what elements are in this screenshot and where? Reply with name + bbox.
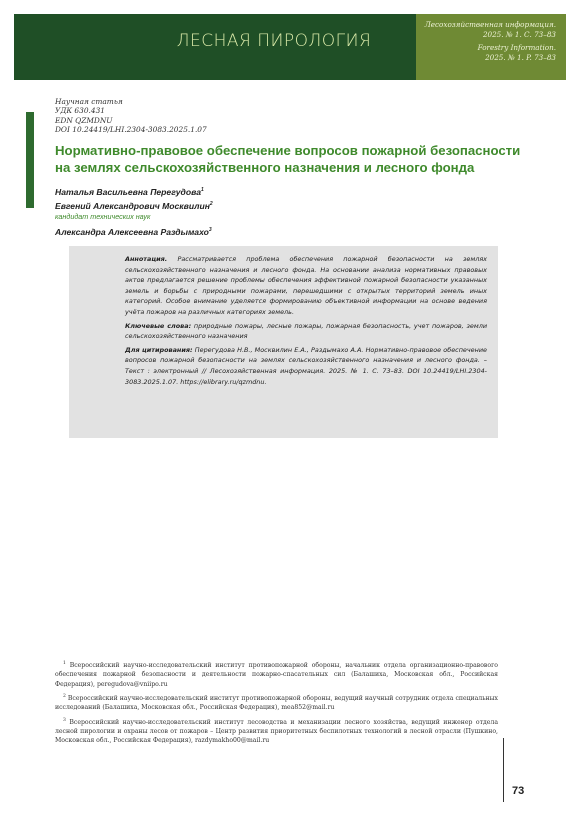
author-1-sup: 1 (200, 187, 204, 193)
article-title-line2: на землях сельскохозяйственного назначения и лесного фонда (55, 160, 475, 175)
citation-paragraph (125, 345, 487, 387)
journal-info-en (416, 43, 556, 62)
page-number: 73 (512, 785, 525, 797)
author-3 (55, 224, 535, 238)
edn-code: EDN QZMDNU (55, 115, 113, 125)
article-title (55, 142, 525, 176)
footnotes (55, 659, 498, 749)
journal-header (14, 14, 566, 80)
footnote-2 (55, 692, 498, 713)
journal-en-line2: 2025. № 1. P. 73–83 (485, 52, 556, 62)
author-3-name: Александра Алексеевна Раздымахо (55, 226, 209, 237)
footnote-3-text: Всероссийский научно-исследовательский институт лесоводства и механизации лесного хозяйства, ведущий инженер отдела лесной пирологии и охраны лесов от пожаров – Центр развития приоритетных беспилотных технологий в лесной отрасли (Пушкино, Московская обл., Российская Федерация), razdymakho00@mail.ru (55, 718, 498, 745)
header-left-panel (14, 14, 416, 80)
abstract-label: Аннотация. (125, 255, 168, 263)
authors-block (55, 184, 535, 238)
footnote-3 (55, 716, 498, 746)
footnote-1 (55, 659, 498, 689)
section-title: ЛЕСНАЯ ПИРОЛОГИЯ (176, 31, 372, 51)
title-accent-bar (26, 112, 34, 208)
footnote-2-sup: 2 (63, 693, 66, 699)
author-2 (55, 198, 535, 212)
journal-ru-line2: 2025. № 1. С. 73–83 (482, 29, 556, 39)
doi-code: DOI 10.24419/LHI.2304-3083.2025.1.07 (55, 125, 207, 135)
footnote-2-text: Всероссийский научно-исследовательский институт противопожарной обороны, ведущий научный сотрудник отдела специальных исследований (Балашиха, Московская обл., Российская Федерация), mea852@mail.ru (55, 694, 498, 712)
header-right-panel (416, 14, 566, 80)
keywords-text: природные пожары, лесные пожары, пожарная безопасность, учет пожаров, земли сельскохозяйственного назначения (125, 321, 488, 341)
abstract-paragraph (125, 254, 487, 318)
journal-ru-line1: Лесохозяйственная информация. (424, 20, 556, 29)
author-3-sup: 3 (208, 226, 212, 233)
abstract-content (125, 254, 487, 390)
article-title-line1: Нормативно-правовое обеспечение вопросов пожарной безопасности (55, 143, 521, 158)
article-type: Научная статья (55, 97, 123, 106)
journal-info-ru (416, 20, 556, 39)
abstract-box (69, 246, 498, 438)
footnote-1-sup: 1 (63, 661, 66, 666)
page-number-rule (503, 738, 504, 802)
citation-text: Перегудова Н.В., Москвилин Е.А., Раздымахо А.А. Нормативно-правовое обеспечение вопросов пожарной безопасности на землях сельскохозяйственного назначения и лесного фонда. – Текст : электронный // Лесохозяйственная информация. 2025. № 1. С. 73–83. DOI 10.24419/LHI.2304-3083.2025.1.07. https://elibrary.ru/qzmdnu. (125, 345, 487, 386)
abstract-text: Рассматривается проблема обеспечения пожарной безопасности на землях сельскохозяйственного назначения и лесного фонда. На основании анализа нормативных правовых актов предлагается решение проблемы обеспечения эффективной пожарной безопасности указанных земель и борьбы с природными пожарами, перешедшими с открытых территорий земель иных категорий. Особое внимание уделяется формированию объективной информации на основе ведения учёта пожаров на различных категориях земель. (125, 255, 487, 316)
keywords-label: Ключевые слова: (125, 321, 192, 330)
citation-label: Для цитирования: (125, 345, 193, 354)
article-meta (55, 97, 207, 135)
author-2-degree: кандидат технических наук (55, 211, 151, 221)
author-2-name: Евгений Александрович Москвилин (55, 200, 210, 211)
author-2-sup: 2 (209, 200, 213, 207)
udk-code: УДК 630.431 (55, 106, 105, 116)
journal-en-line1: Forestry Information. (477, 43, 556, 52)
author-1-name: Наталья Васильевна Перегудова (55, 186, 201, 197)
footnote-1-text: Всероссийский научно-исследовательский институт противопожарной обороны, начальник отдела организационно-правового обеспечения пожарной безопасности и деятельности пожарно-спасательных сил (Балашиха, Московская обл., Российская Федерация), peregudova@vniipo.ru (55, 662, 499, 688)
keywords-paragraph (125, 321, 487, 342)
footnote-3-sup: 3 (63, 717, 66, 723)
author-1 (55, 184, 535, 198)
